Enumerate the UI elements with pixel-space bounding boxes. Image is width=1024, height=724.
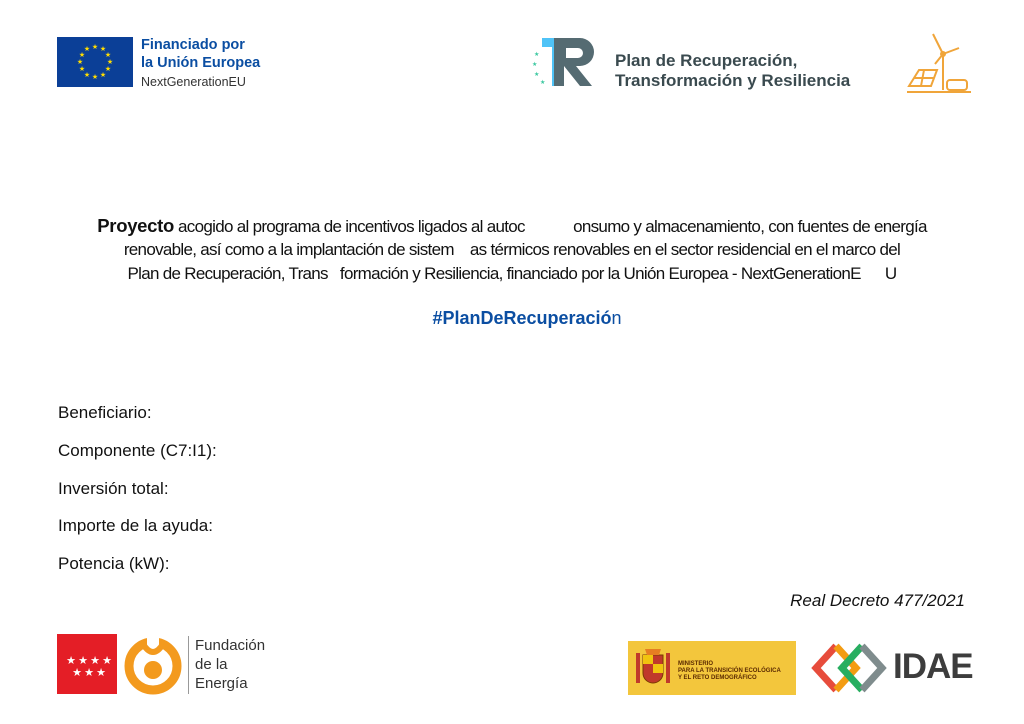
svg-text:★: ★ <box>534 51 540 58</box>
paragraph-line-2: renovable, así como a la implantación de sistem as térmicos renovables en el sector residencial en el marco del <box>123 240 901 259</box>
fundacion-line1: Fundación <box>195 637 266 654</box>
fundacion-energia-logo-icon <box>121 632 185 696</box>
wind-turbine-solar-panel-icon <box>905 30 973 96</box>
eu-funded-line1: Financiado por <box>141 37 245 53</box>
paragraph-line-3: Plan de Recuperación, Trans formación y Resiliencia, financiado por la Unión Europea - NextGenerationE U <box>127 264 897 283</box>
decree-reference: Real Decreto 477/2021 <box>790 591 965 610</box>
svg-text:★: ★ <box>104 51 112 59</box>
comunidad-madrid-logo <box>57 634 117 694</box>
field-potencia: Potencia (kW): <box>58 554 170 573</box>
idae-logo-icon <box>810 640 890 696</box>
fundacion-line3: Energía <box>195 675 248 692</box>
prtr-title-line1: Plan de Recuperación, <box>615 51 798 70</box>
svg-text:★: ★ <box>78 51 86 59</box>
svg-text:★: ★ <box>83 45 91 53</box>
ministry-line2: PARA LA TRANSICIÓN ECOLÓGICA <box>678 668 781 674</box>
field-beneficiario: Beneficiario: <box>58 403 152 422</box>
svg-text:★: ★ <box>91 43 99 51</box>
ministry-line3: Y EL RETO DEMOGRÁFICO <box>678 675 757 681</box>
svg-text:★: ★ <box>532 61 538 68</box>
svg-text:★: ★ <box>534 71 540 78</box>
hashtag <box>0 308 1024 329</box>
eu-stars-icon <box>57 37 133 87</box>
field-inversion-total: Inversión total: <box>58 479 169 498</box>
field-componente: Componente (C7:I1): <box>58 441 217 460</box>
idae-wordmark: IDAE <box>893 647 973 686</box>
svg-text:★: ★ <box>96 666 106 679</box>
svg-text:★: ★ <box>102 654 112 667</box>
svg-text:★: ★ <box>72 666 82 679</box>
paragraph-line-1-text: acogido al programa de incentivos ligados al autoc onsumo y almacenamiento, con fuentes de energía <box>174 217 927 236</box>
svg-text:★: ★ <box>106 58 114 66</box>
prtr-logo-icon <box>532 34 600 90</box>
svg-text:★: ★ <box>104 65 112 73</box>
prtr-title-line2: Transformación y Resiliencia <box>615 71 851 90</box>
svg-text:★: ★ <box>90 654 100 667</box>
spain-coat-of-arms-icon <box>628 641 678 695</box>
svg-text:★: ★ <box>84 666 94 679</box>
svg-text:★: ★ <box>78 654 88 667</box>
svg-text:★: ★ <box>91 73 99 81</box>
svg-text:★: ★ <box>540 79 546 86</box>
paragraph-line-1 <box>0 215 1024 238</box>
hashtag-bold: #PlanDeRecuperació <box>432 308 612 328</box>
svg-text:★: ★ <box>99 71 107 79</box>
svg-text:★: ★ <box>78 65 86 73</box>
fundacion-divider <box>188 636 189 694</box>
eu-funded-line3: NextGenerationEU <box>141 75 246 89</box>
hashtag-tail: n <box>611 308 622 328</box>
eu-funded-line2: la Unión Europea <box>141 55 261 71</box>
eu-flag-logo <box>57 37 133 87</box>
project-label: Proyecto <box>97 215 175 236</box>
field-importe-ayuda: Importe de la ayuda: <box>58 516 213 535</box>
ministry-line1: MINISTERIO <box>678 661 714 667</box>
fundacion-line2: de la <box>195 656 228 673</box>
svg-text:★: ★ <box>99 45 107 53</box>
svg-text:★: ★ <box>66 654 76 667</box>
svg-text:★: ★ <box>83 71 91 79</box>
svg-text:★: ★ <box>76 58 84 66</box>
